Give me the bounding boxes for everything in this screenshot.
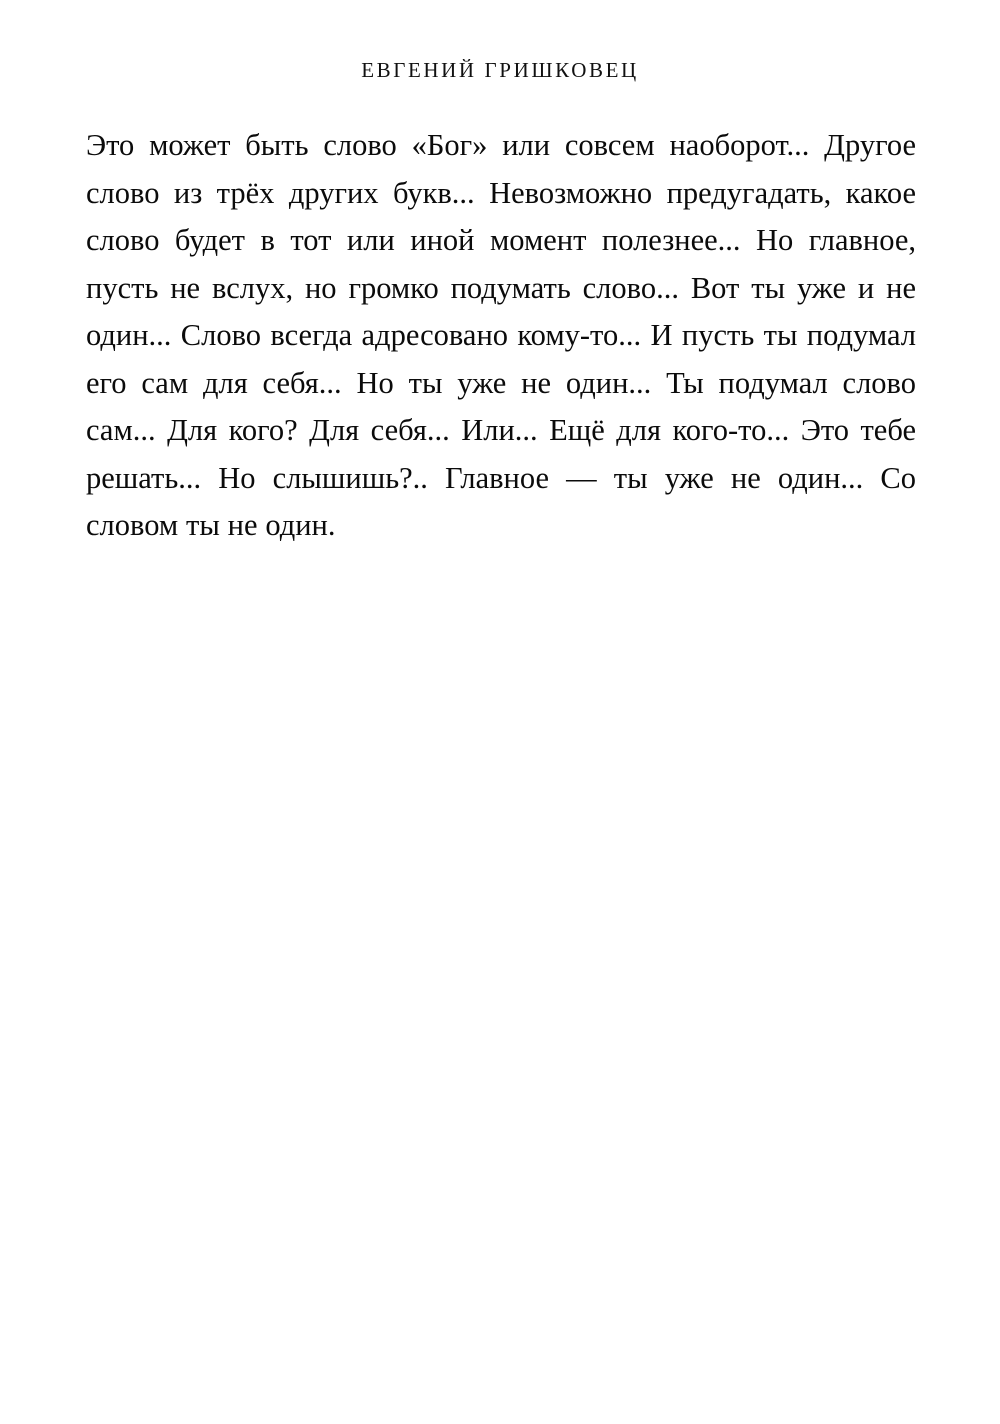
body-paragraph: Это может быть слово «Бог» или совсем наоборот... Другое слово из трёх других букв... Невозможно предугадать, какое слово будет в тот или иной момент полезнее... Но главное, пусть не вслух, но громко подумать слово... Вот ты уже и не один... Слово всегда адресовано кому-то... И пусть ты подумал его сам для себя... Но ты уже не один... Ты подумал слово сам... Для кого? Для себя... Или... Ещё для кого-то... Это тебе решать... Но слышишь?.. Главное — ты уже не один... Со словом ты не один.	[86, 128, 916, 542]
running-head-author: ЕВГЕНИЙ ГРИШКОВЕЦ	[361, 58, 639, 82]
text-column	[86, 122, 916, 550]
